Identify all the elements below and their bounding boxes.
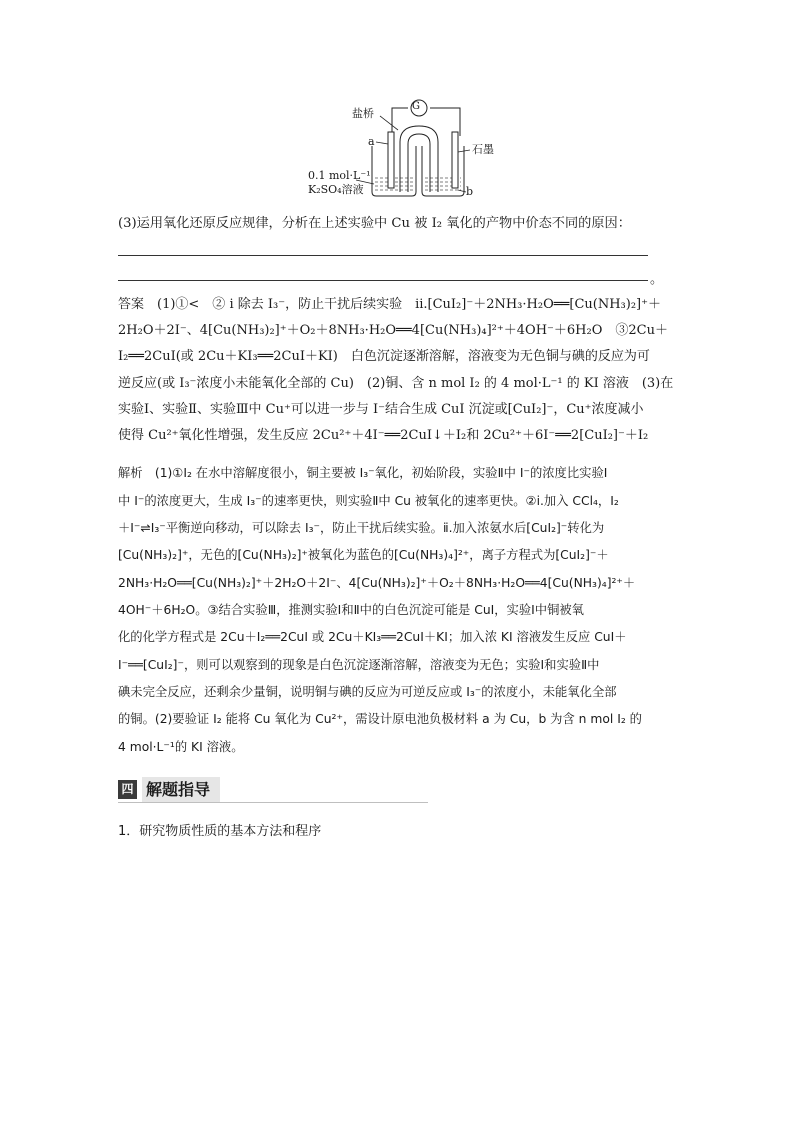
section-underline xyxy=(118,802,428,803)
analysis-line: 解析 (1)①I₂ 在水中溶解度很小，铜主要被 I₃⁻氧化，初始阶段，实验Ⅱ中 I⁻的浓度比实验Ⅰ xyxy=(118,466,608,480)
concentration-label: 0.1 mol·L⁻¹ xyxy=(308,169,371,182)
analysis-line: 2NH₃·H₂O══[Cu(NH₃)₂]⁺＋2H₂O＋2I⁻、4[Cu(NH₃)₂]⁺＋O₂＋8NH₃·H₂O══4[Cu(NH₃)₄]²⁺＋ xyxy=(118,576,636,590)
analysis-line: 碘未完全反应，还剩余少量铜，说明铜与碘的反应为可逆反应或 I₃⁻的浓度小，未能氧化全部 xyxy=(118,685,617,699)
section-header xyxy=(118,777,438,803)
analysis-line: 4OH⁻＋6H₂O。③结合实验Ⅲ，推测实验Ⅰ和Ⅱ中的白色沉淀可能是 CuI，实验Ⅰ中铜被氧 xyxy=(118,603,584,617)
section-title: 解题指导 xyxy=(142,777,220,802)
analysis-line: 中 I⁻的浓度更大，生成 I₃⁻的速率更快，则实验Ⅱ中 Cu 被氧化的速率更快。②ⅰ.加入 CCl₄，I₂ xyxy=(118,494,619,508)
section-badge: 四 xyxy=(118,780,137,799)
analysis-line: 的铜。(2)要验证 I₂ 能将 Cu 氧化为 Cu²⁺，需设计原电池负极材料 a 为 Cu，b 为含 n mol I₂ 的 xyxy=(118,712,642,726)
guide-item-1: 1．研究物质性质的基本方法和程序 xyxy=(118,824,322,839)
question-3: (3)运用氧化还原反应规律，分析在上述实验中 Cu 被 I₂ 氧化的产物中价态不同的原因： xyxy=(118,216,631,231)
answer-line: 逆反应(或 I₃⁻浓度小未能氧化全部的 Cu) (2)铜、含 n mol I₂ 的 4 mol·L⁻¹ 的 KI 溶液 (3)在 xyxy=(118,376,674,391)
analysis-line: 4 mol·L⁻¹的 KI 溶液。 xyxy=(118,740,244,754)
salt-bridge-label: 盐桥 xyxy=(352,107,374,120)
analysis-line: [Cu(NH₃)₂]⁺，无色的[Cu(NH₃)₂]⁺被氧化为蓝色的[Cu(NH₃)₄]²⁺，离子方程式为[CuI₂]⁻＋ xyxy=(118,548,609,562)
answer-line: 使得 Cu²⁺氧化性增强，发生反应 2Cu²⁺＋4I⁻══2CuI↓＋I₂和 2Cu²⁺＋6I⁻══2[CuI₂]⁻＋I₂ xyxy=(118,428,649,443)
analysis-line: I⁻══[CuI₂]⁻，则可以观察到的现象是白色沉淀逐渐溶解，溶液变为无色；实验Ⅰ和实验Ⅱ中 xyxy=(118,658,600,672)
analysis-line: ＋I⁻⇌I₃⁻平衡逆向移动，可以除去 I₃⁻，防止干扰后续实验。ⅱ.加入浓氨水后[CuI₂]⁻转化为 xyxy=(118,521,605,535)
question-end-mark: 。 xyxy=(650,272,664,287)
answer-line: 实验Ⅰ、实验Ⅱ、实验Ⅲ中 Cu⁺可以进一步与 I⁻结合生成 CuI 沉淀或[CuI₂]⁻，Cu⁺浓度减小 xyxy=(118,402,644,417)
galvanometer-label: G xyxy=(412,101,420,112)
answer-line: I₂══2CuI(或 2Cu＋KI₃══2CuI＋KI) 白色沉淀逐渐溶解，溶液变为无色铜与碘的反应为可 xyxy=(118,349,650,364)
graphite-label: 石墨 xyxy=(472,143,494,156)
answer-blank-line-1 xyxy=(118,255,648,256)
answer-blank-line-2 xyxy=(118,280,648,281)
electrochemical-cell-figure xyxy=(300,96,500,206)
answer-line: 2H₂O＋2I⁻、4[Cu(NH₃)₂]⁺＋O₂＋8NH₃·H₂O══4[Cu(NH₃)₄]²⁺＋4OH⁻＋6H₂O ③2Cu＋ xyxy=(118,323,668,338)
electrode-a-label: a xyxy=(368,135,375,148)
answer-line: 答案 (1)①< ② ⅰ 除去 I₃⁻，防止干扰后续实验 ⅱ.[CuI₂]⁻＋2NH₃·H₂O══[Cu(NH₃)₂]⁺＋ xyxy=(118,297,661,312)
solution-label: K₂SO₄溶液 xyxy=(308,183,364,196)
electrode-b-label: b xyxy=(466,185,474,198)
analysis-line: 化的化学方程式是 2Cu＋I₂══2CuI 或 2Cu＋KI₃══2CuI＋KI；加入浓 KI 溶液发生反应 CuI＋ xyxy=(118,630,627,644)
